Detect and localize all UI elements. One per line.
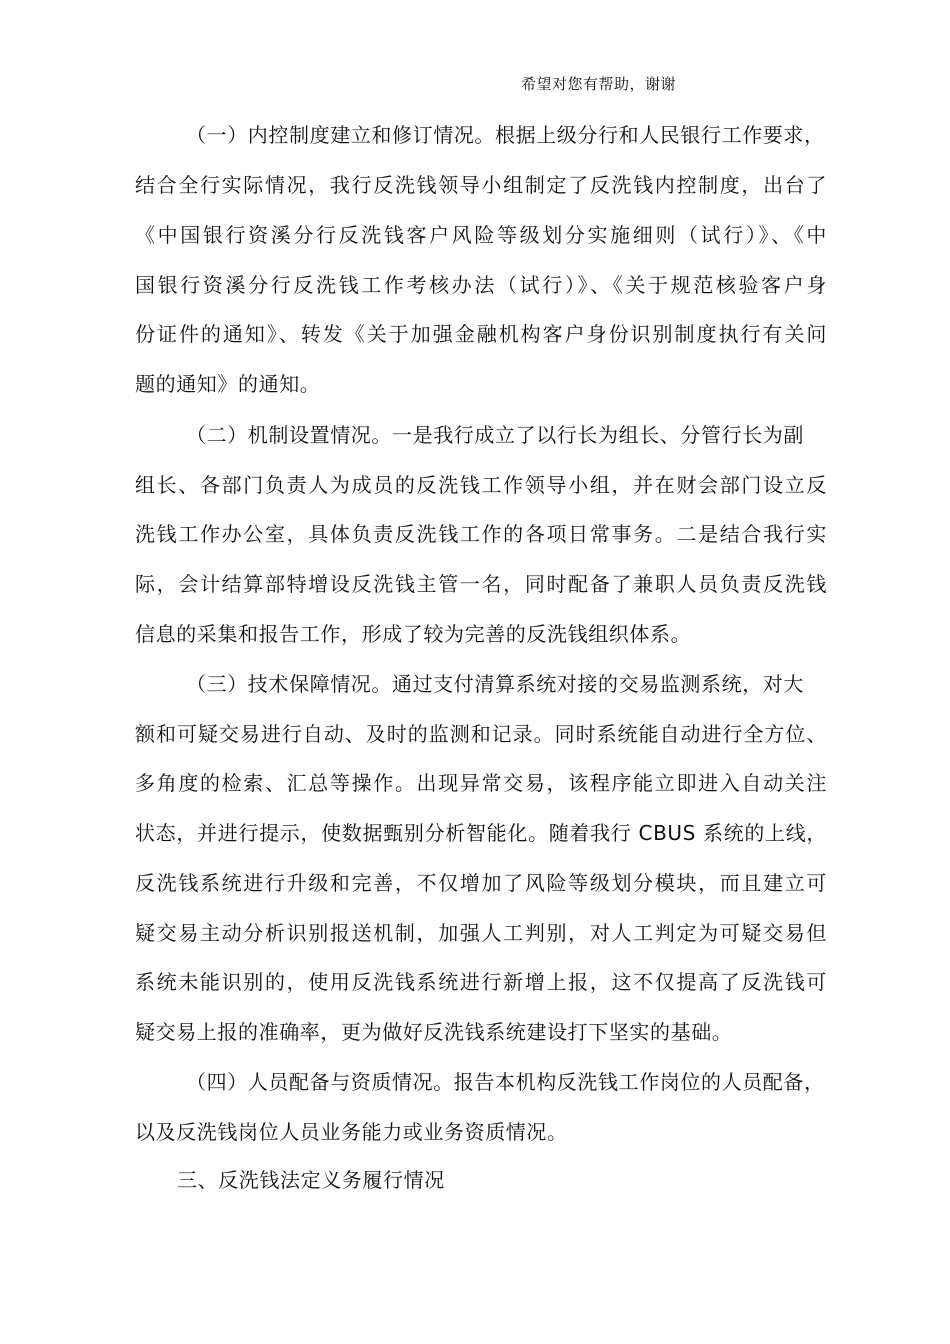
- paragraph-1-line: 份证件的通知》、转发《关于加强金融机构客户身份识别制度执行有关问: [135, 322, 827, 346]
- paragraph-2-line: 信息的采集和报告工作，形成了较为完善的反洗钱组织体系。: [135, 622, 692, 646]
- paragraph-3-line: 系统未能识别的，使用反洗钱系统进行新增上报，这不仅提高了反洗钱可: [135, 970, 827, 994]
- paragraph-3-line: 多角度的检索、汇总等操作。出现异常交易，该程序能立即进入自动关注: [135, 771, 827, 795]
- paragraph-1-line: 结合全行实际情况，我行反洗钱领导小组制定了反洗钱内控制度，出台了: [135, 173, 827, 197]
- paragraph-3-line: 额和可疑交易进行自动、及时的监测和记录。同时系统能自动进行全方位、: [135, 722, 827, 746]
- paragraph-3-line: 疑交易上报的准确率，更为做好反洗钱系统建设打下坚实的基础。: [135, 1020, 733, 1044]
- paragraph-3-line: 疑交易主动分析识别报送机制，加强人工判别，对人工判定为可疑交易但: [135, 921, 827, 945]
- paragraph-2-line: 际，会计结算部特增设反洗钱主管一名，同时配备了兼职人员负责反洗钱: [135, 572, 827, 596]
- paragraph-1-line: 国银行资溪分行反洗钱工作考核办法（试行）》、《关于规范核验客户身: [135, 273, 827, 297]
- paragraph-4-line: 以及反洗钱岗位人员业务能力或业务资质情况。: [135, 1120, 568, 1144]
- section-heading: 三、反洗钱法定义务履行情况: [177, 1168, 445, 1192]
- paragraph-3-heading-line: （三）技术保障情况。通过支付清算系统对接的交易监测系统，对大: [186, 672, 804, 696]
- paragraph-1-line: 《中国银行资溪分行反洗钱客户风险等级划分实施细则（试行）》、《中: [135, 223, 827, 247]
- paragraph-2-line: 组长、各部门负责人为成员的反洗钱工作领导小组，并在财会部门设立反: [135, 473, 827, 497]
- paragraph-2-heading-line: （二）机制设置情况。一是我行成立了以行长为组长、分管行长为副: [186, 423, 804, 447]
- paragraph-3-line: 反洗钱系统进行升级和完善，不仅增加了风险等级划分模块，而且建立可: [135, 871, 827, 895]
- paragraph-2-line: 洗钱工作办公室，具体负责反洗钱工作的各项日常事务。二是结合我行实: [135, 522, 827, 546]
- header-note: 希望对您有帮助，谢谢: [521, 75, 677, 93]
- paragraph-4-heading-line: （四）人员配备与资质情况。报告本机构反洗钱工作岗位的人员配备，: [186, 1070, 825, 1094]
- paragraph-1-line: 题的通知》的通知。: [135, 372, 321, 396]
- paragraph-1-heading-line: （一）内控制度建立和修订情况。根据上级分行和人民银行工作要求，: [186, 123, 825, 147]
- paragraph-3-line: 状态，并进行提示，使数据甄别分析智能化。随着我行 CBUS 系统的上线，: [135, 821, 827, 845]
